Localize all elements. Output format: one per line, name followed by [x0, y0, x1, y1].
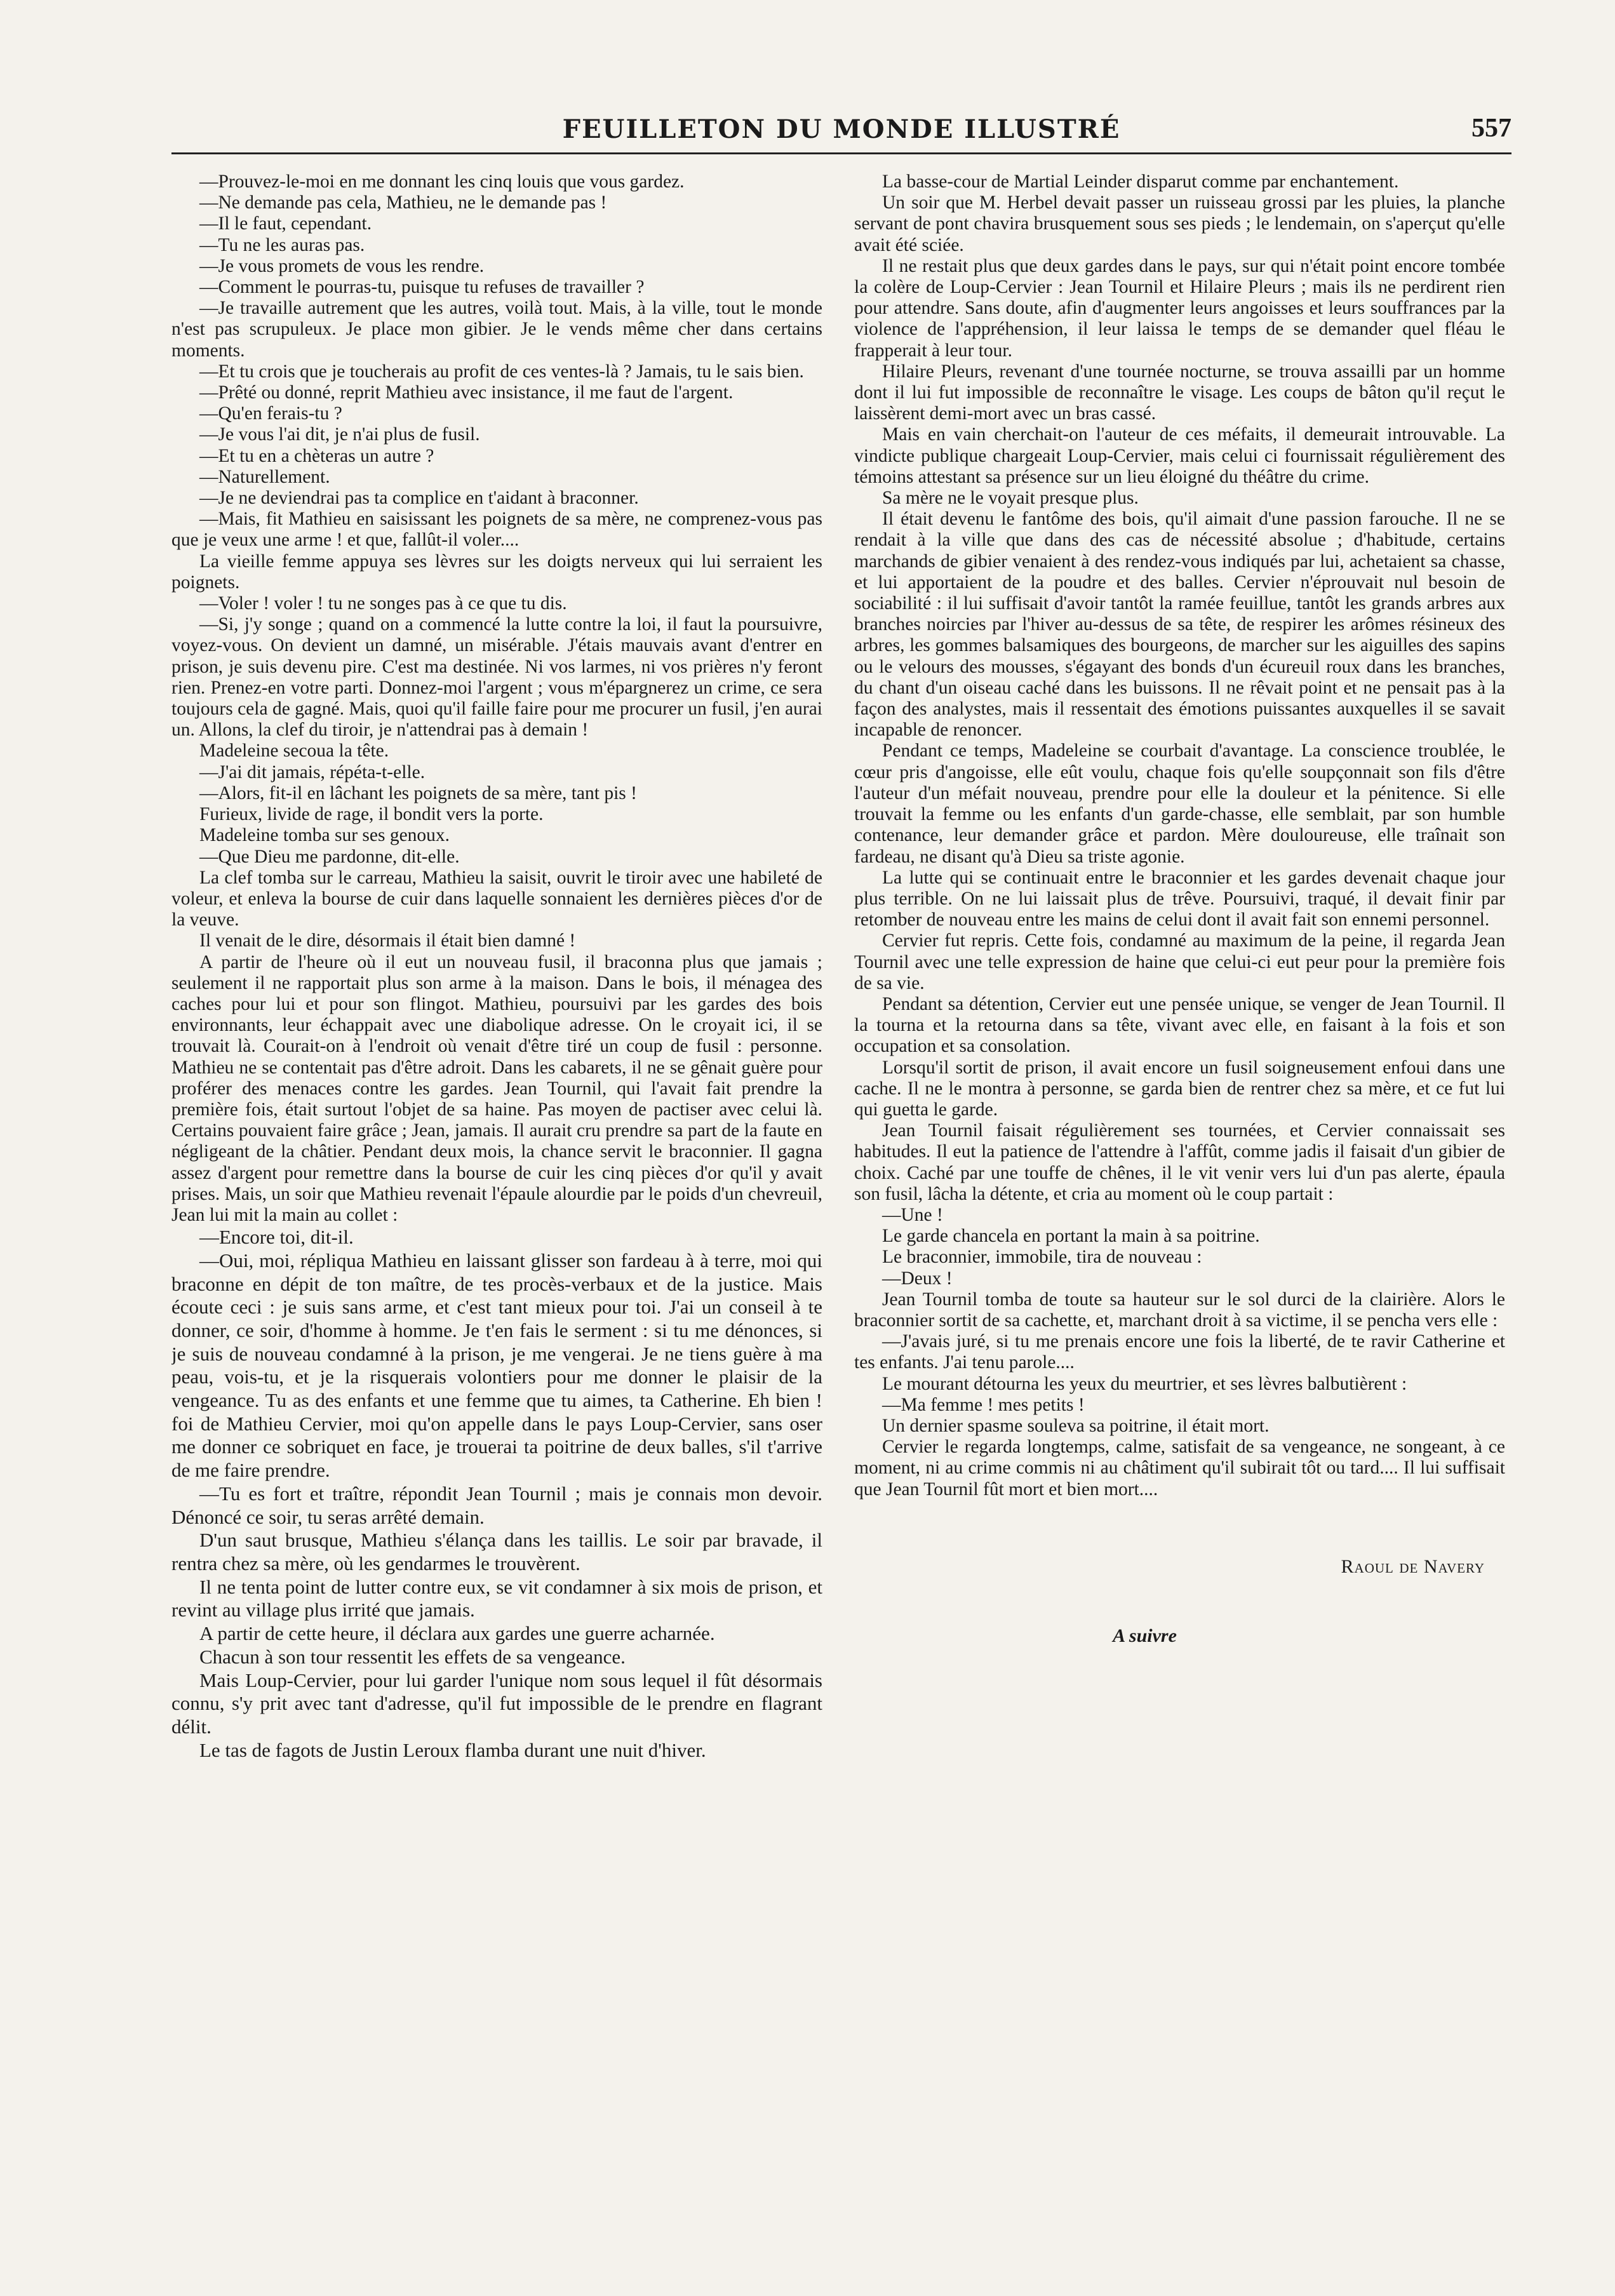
paragraph: A partir de cette heure, il déclara aux gardes une guerre acharnée. — [199, 1622, 715, 1645]
paragraph: —Que Dieu me pardonne, dit-elle. — [199, 846, 460, 867]
paragraph: D'un saut brusque, Mathieu s'élança dans les taillis. Le soir par bravade, il rentra chez sa mère, où les gendarmes le trouvèrent. — [171, 1529, 822, 1574]
paragraph: —Prouvez-le-moi en me donnant les cinq louis que vous gardez. — [199, 171, 685, 192]
paragraph: Il venait de le dire, désormais il était bien damné ! — [199, 930, 576, 951]
paragraph: Madeleine tomba sur ses genoux. — [199, 825, 450, 846]
paragraph: —Il le faut, cependant. — [199, 213, 372, 234]
paragraph: Il était devenu le fantôme des bois, qu'il aimait d'une passion farouche. Il ne se rendait à la ville que dans des cas de nécessité absolue ; d'habitude, certains marchands de gibier venaient à des rendez-vous indiqués par lui, achetaient sa chasse, et lui apportaient de la poudre et des balles. Cervier n'éprouvait nul besoin de sociabilité : il lui suffisait d'avoir tantôt la ramée feuillue, tantôt les grands arbres aux branches noircies par l'hiver au-dessus de sa tête, de respirer les arômes résineux des arbres, les gommes balsamiques des bourgeons, de marcher sur les aiguilles des sapins ou le velours des mousses, s'égayant des bonds d'un écureuil roux dans les branches, du chant d'un oiseau caché dans les buissons. Il ne rêvait point et ne pensait pas à la façon des analystes, mais il ressentait des émotions puissantes auxquelles il se savait incapable de renoncer. — [854, 509, 1505, 741]
paragraph: —Comment le pourras-tu, puisque tu refuses de travailler ? — [199, 277, 645, 298]
paragraph: Chacun à son tour ressentit les effets de sa vengeance. — [199, 1645, 626, 1668]
paragraph: —Je ne deviendrai pas ta complice en t'aidant à braconner. — [199, 488, 639, 509]
paragraph: —J'avais juré, si tu me prenais encore une fois la liberté, de te ravir Catherine et tes enfants. J'ai tenu parole.... — [854, 1331, 1505, 1373]
paragraph: —Je vous l'ai dit, je n'ai plus de fusil. — [199, 424, 480, 445]
paragraph: —Voler ! voler ! tu ne songes pas à ce que tu dis. — [199, 593, 567, 614]
paragraph: Lorsqu'il sortit de prison, il avait encore un fusil soigneusement enfoui dans une cache. Il ne le montra à personne, se garda bien de rentrer chez sa mère, et ce fut lui qui guetta le garde. — [854, 1057, 1505, 1120]
paragraph: Le mourant détourna les yeux du meurtrier, et ses lèvres balbutièrent : — [882, 1373, 1407, 1394]
paragraph: —Une ! — [882, 1204, 943, 1225]
paragraph: La clef tomba sur le carreau, Mathieu la saisit, ouvrit le tiroir avec une habileté de voleur, et enleva la bourse de cuir dans laquelle sonnaient les dernières pièces d'or de la veuve. — [171, 867, 822, 930]
paragraph: Mais Loup-Cervier, pour lui garder l'unique nom sous lequel il fût désormais connu, s'y prit avec tant d'adresse, qu'il fut impossible de le prendre en flagrant délit. — [171, 1668, 822, 1738]
paragraph: —Tu ne les auras pas. — [199, 234, 365, 255]
paragraph: —Et tu crois que je toucherais au profit de ces ventes-là ? Jamais, tu le sais bien. — [199, 361, 804, 382]
paragraph: Le tas de fagots de Justin Leroux flamba durant une nuit d'hiver. — [199, 1738, 706, 1761]
paragraph: —J'ai dit jamais, répéta-t-elle. — [199, 762, 426, 782]
paragraph: Furieux, livide de rage, il bondit vers la porte. — [199, 804, 544, 825]
paragraph: Un soir que M. Herbel devait passer un ruisseau grossi par les pluies, la planche servant de pont chavira brusquement sous ses pieds ; le lendemain, on s'aperçut qu'elle avait été sciée. — [854, 192, 1505, 255]
left-column — [171, 171, 822, 2090]
paragraph: Jean Tournil faisait régulièrement ses tournées, et Cervier connaissait ses habitudes. Il eut la patience de l'attendre à l'affût, comme jadis il faisait d'un gibier de choix. Caché par une touffe de chênes, il le vit venir vers lui d'un pas alerte, épaula son fusil, lâcha la détente, et cria au moment où le coup partait : — [854, 1120, 1505, 1204]
paragraph: Le garde chancela en portant la main à sa poitrine. — [882, 1226, 1260, 1247]
paragraph: Pendant sa détention, Cervier eut une pensée unique, se venger de Jean Tournil. Il la tourna et la retourna dans sa tête, vivant avec elle, en faisant à la fois et son occupation et sa consolation. — [854, 993, 1505, 1057]
paragraph: La vieille femme appuya ses lèvres sur les doigts nerveux qui lui serraient les poignets. — [171, 551, 822, 593]
paragraph: Hilaire Pleurs, revenant d'une tournée nocturne, se trouva assailli par un homme dont il lui fut impossible de reconnaître le visage. Les coups de bâton qu'il reçut le laissèrent demi-mort avec un bras cassé. — [854, 361, 1505, 424]
paragraph: Jean Tournil tomba de toute sa hauteur sur le sol durci de la clairière. Alors le braconnier sortit de sa cachette, et, marchant droit à sa victime, il se pencha vers elle : — [854, 1289, 1505, 1331]
paragraph: Cervier le regarda longtemps, calme, satisfait de sa vengeance, ne songeant, à ce moment, ni au crime commis ni au châtiment qu'il subirait tôt ou tard.... Il lui suffisait que Jean Tournil fût mort et bien mort.... — [854, 1437, 1505, 1500]
paragraph: Madeleine secoua la tête. — [199, 741, 389, 762]
to-be-continued: A suivre — [1113, 1625, 1177, 1646]
paragraph: Cervier fut repris. Cette fois, condamné au maximum de la peine, il regarda Jean Tournil avec une telle expression de haine que celui-ci eut peur pour la première fois de sa vie. — [854, 930, 1505, 993]
paragraph: Mais en vain cherchait-on l'auteur de ces méfaits, il demeurait introuvable. La vindicte publique chargeait Loup-Cervier, mais celui ci fournissait régulièrement des témoins attestant sa présence sur un lieu éloigné du théâtre du crime. — [854, 424, 1505, 487]
paragraph: —Si, j'y songe ; quand on a commencé la lutte contre la loi, il faut la poursuivre, voyez-vous. On devient un damné, un misérable. J'étais mauvais avant d'entrer en prison, je suis devenu pire. C'est ma destinée. Ni vos larmes, ni vos prières n'y feront rien. Prenez-en votre parti. Donnez-moi l'argent ; vous m'épargnerez un crime, ce sera toujours cela de gagné. Mais, quoi qu'il faille faire pour me procurer un fusil, j'en aurai un. Allons, la clef du tiroir, je n'attendrai pas à demain ! — [171, 614, 822, 741]
paragraph: —Deux ! — [882, 1268, 953, 1289]
paragraph: —Naturellement. — [199, 466, 330, 487]
paragraph: La lutte qui se continuait entre le braconnier et les gardes devenait chaque jour plus terrible. On ne lui laissait plus de trêve. Poursuivi, traqué, il devait finir par retomber de nouveau entre les mains de celui dont il avait fait son ennemi personnel. — [854, 867, 1505, 930]
paragraph: Pendant ce temps, Madeleine se courbait d'avantage. La conscience troublée, le cœur pris d'angoisse, elle eût voulu, chaque fois qu'elle soupçonnait son fils d'être l'auteur d'un méfait nouveau, prendre pour elle la douleur et la pénitence. Si elle trouvait la femme ou les enfants d'un garde-chasse, elle semblait, par son humble contenance, leur demander grâce et pardon. Mère douloureuse, elle traînait son fardeau, ne disant qu'à Dieu sa triste agonie. — [854, 741, 1505, 867]
paragraph: —Oui, moi, répliqua Mathieu en laissant glisser son fardeau à à terre, moi qui braconne en dépit de ton maître, de tes procès-verbaux et de la justice. Mais écoute ceci : je suis sans arme, et c'est tant mieux pour toi. J'ai un conseil à te donner, ce soir, d'homme à homme. Je t'en fais le serment : si tu me dénonces, si je suis de nouveau condamné à la prison, je me vengerai. Je ne tiens guère à ma peau, vois-tu, et je la risquerais volontiers pour me donner le plaisir de la vengeance. Tu as des enfants et une femme que tu aimes, ta Catherine. Eh bien ! foi de Mathieu Cervier, moi qu'on appelle dans le pays Loup-Cervier, sans oser me donner ce sobriquet en face, je trouerai ta poitrine de deux balles, s'il t'arrive de me faire prendre. — [171, 1249, 822, 1482]
paragraph: —Je travaille autrement que les autres, voilà tout. Mais, à la ville, tout le monde n'est pas scrupuleux. Je place mon gibier. Je le vends même cher dans certains moments. — [171, 298, 822, 361]
paragraph: —Et tu en a chèteras un autre ? — [199, 445, 434, 466]
paragraph: —Tu es fort et traître, répondit Jean Tournil ; mais je connais mon devoir. Dénoncé ce soir, tu seras arrêté demain. — [171, 1482, 822, 1528]
paragraph: Un dernier spasme souleva sa poitrine, il était mort. — [882, 1415, 1270, 1436]
page-header — [171, 114, 1511, 154]
paragraph: Il ne restait plus que deux gardes dans le pays, sur qui n'était point encore tombée la colère de Loup-Cervier : Jean Tournil et Hilaire Pleurs ; mais ils ne perdirent rien pour attendre. Sans doute, afin d'augmenter leurs angoisses et leurs souffrances par la violence de l'appréhension, il leur laissa le temps de se demander quel fléau le frapperait à leur tour. — [854, 255, 1505, 361]
paragraph: —Ne demande pas cela, Mathieu, ne le demande pas ! — [199, 192, 607, 213]
paragraph: Il ne tenta point de lutter contre eux, se vit condamner à six mois de prison, et revint au village plus irrité que jamais. — [171, 1575, 822, 1621]
paragraph: —Ma femme ! mes petits ! — [882, 1394, 1085, 1415]
newspaper-title: FEUILLETON DU MONDE ILLUSTRÉ — [562, 114, 1121, 144]
right-column — [854, 171, 1505, 2090]
paragraph: —Encore toi, dit-il. — [199, 1226, 354, 1249]
paragraph: A partir de l'heure où il eut un nouveau fusil, il braconna plus que jamais ; seulement il ne rapportait plus son arme à la maison. Dans le bois, il ménagea des caches pour lui et pour son flingot. Mathieu, poursuivi par les gardes des bois environnants, leur échappait avec une diabolique adresse. On le croyait ici, il se trouvait là. Courait-on à l'endroit où venait d'être tiré un coup de fusil : personne. Mathieu ne se contentait pas d'être adroit. Dans les cabarets, il ne se gênait guère pour proférer des menaces contre les gardes. Jean Tournil, qui l'avait fait prendre la première fois, était surtout l'objet de sa haine. Pas moyen de pactiser avec celui là. Certains pouvaient faire grâce ; Jean, jamais. Il aurait cru prendre sa part de la faute en négligeant de la châtier. Pendant deux mois, la chance servit le braconnier. Il gagna assez d'argent pour remettre dans la bourse de cuir les cinq pièces d'or qu'il y avait prises. Mais, un soir que Mathieu revenait l'épaule alourdie par le poids d'un chevreuil, Jean lui mit la main au collet : — [171, 951, 822, 1225]
paragraph: Le braconnier, immobile, tira de nouveau : — [882, 1247, 1202, 1268]
paragraph: —Je vous promets de vous les rendre. — [199, 255, 485, 276]
page-number: 557 — [1471, 114, 1511, 143]
author-signature: Raoul de Navery — [1341, 1555, 1485, 1577]
paragraph: —Alors, fit-il en lâchant les poignets de sa mère, tant pis ! — [199, 782, 637, 803]
paragraph: —Prêté ou donné, reprit Mathieu avec insistance, il me faut de l'argent. — [199, 382, 734, 403]
paragraph: —Qu'en ferais-tu ? — [199, 403, 342, 424]
paragraph: —Mais, fit Mathieu en saisissant les poignets de sa mère, ne comprenez-vous pas que je veux une arme ! et que, fallût-il voler.... — [171, 509, 822, 551]
paragraph: Sa mère ne le voyait presque plus. — [882, 488, 1139, 509]
paragraph: La basse-cour de Martial Leinder disparut comme par enchantement. — [882, 171, 1399, 192]
